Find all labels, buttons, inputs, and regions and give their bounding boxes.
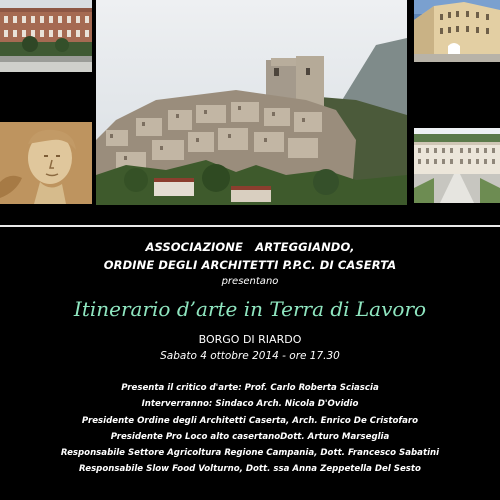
sculpture-photo <box>0 122 92 204</box>
credit-line: Responsabile Slow Food Volturno, Dott. ssa Anna Zeppetella Del Sesto <box>79 464 421 475</box>
venue-name: BORGO DI RIARDO <box>198 333 302 346</box>
building-photo <box>414 0 500 62</box>
organizer-line-1: ASSOCIAZIONE ARTEGGIANDO, <box>145 240 355 254</box>
organizer-line-2: ORDINE DEGLI ARCHITETTI P.P.C. DI CASERTA <box>103 258 397 272</box>
palace-photo <box>0 0 92 72</box>
village-photo <box>96 0 407 205</box>
presents-text: presentano <box>221 276 279 287</box>
divider-line <box>0 225 500 227</box>
royal-palace-photo <box>414 128 500 203</box>
credit-line: Responsabile Settore Agricoltura Regione Campania, Dott. Francesco Sabatini <box>60 448 440 459</box>
credit-line: Presidente Ordine degli Architetti Caserta, Arch. Enrico De Cristofaro <box>81 415 419 426</box>
credit-line: Interverranno: Sindaco Arch. Nicola D'Ovidio <box>141 399 359 410</box>
credits-list <box>0 380 500 478</box>
event-title: Itinerario d’arte in Terra di Lavoro <box>73 297 427 321</box>
event-date: Sabato 4 ottobre 2014 - ore 17.30 <box>160 350 340 362</box>
credit-line: Presidente Pro Loco alto casertanoDott. Arturo Marseglia <box>110 431 390 442</box>
credit-line: Presenta il critico d'arte: Prof. Carlo Roberta Sciascia <box>121 383 379 393</box>
